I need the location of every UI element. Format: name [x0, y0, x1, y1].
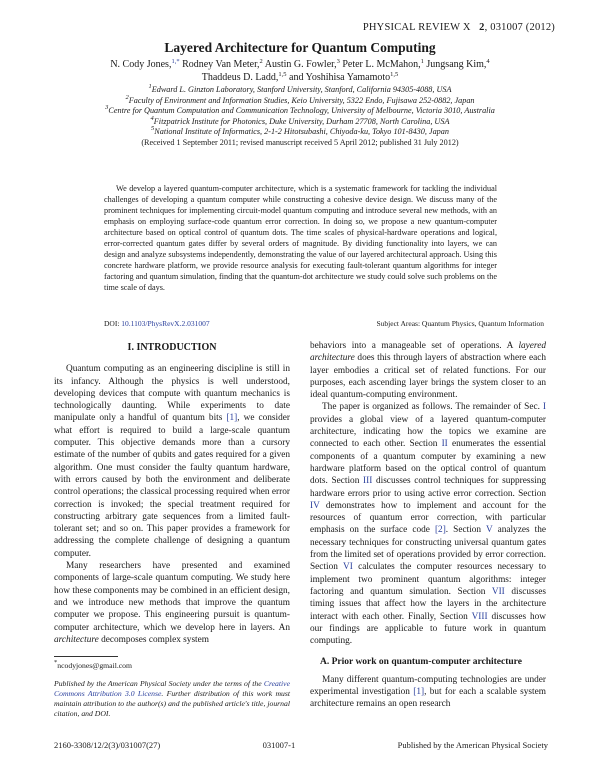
doi-label: DOI: [104, 319, 120, 328]
affiliation [40, 114, 560, 128]
text-run: Many researchers have presented and examined components of large-scale quantum computing. We study here how these components may be combined in an efficient design, and we introduce new methods that improve the quantum computer we propose. This engineering pursuit is quantum-computer architecture, which we develop here in layers. An [54, 561, 290, 633]
affiliation-number: 2 [125, 93, 129, 101]
emphasis: layered architecture [310, 341, 546, 364]
section-link[interactable]: III [363, 476, 373, 487]
received-dates: (Received 1 September 2011; revised manuscript received 5 April 2012; published 31 July 2012) [141, 137, 459, 147]
email-footnote [54, 661, 290, 671]
affiliation [40, 106, 560, 117]
citation-link[interactable]: [1] [413, 687, 425, 698]
right-column [310, 340, 546, 711]
author-name: Rodney Van Meter, [182, 59, 260, 70]
footnote-rule [54, 656, 118, 657]
author-name: N. Cody Jones, [110, 59, 172, 70]
text-run: discusses how our findings are applicable to future work in quantum computing. [310, 611, 547, 647]
text-run: , we consider what effort is required to build a large-scale quantum computer. This objective demands more than a cursory estimate of the number of qubits and gates required for a given algorithm. One must consider the faulty quantum hardware, with errors caused by both the environment and deliberate control operations; the classical processing required when error correction is invoked; the special treatment required for constructing arbitrary gate sequences from a limited fault-tolerant set; and so on. This paper provides a framework for addressing the complete challenge of designing a quantum computer. [54, 413, 291, 559]
text-run: demonstrates how to implement and account for the resources of quantum error correction, with particular emphasis on the surface code [310, 500, 546, 536]
affiliation-text: National Institute of Informatics, 2-1-2 Hitotsubashi, Chiyoda-ku, Tokyo 101-8430, Japan [154, 127, 449, 137]
running-header [0, 22, 555, 33]
emphasis: architecture [54, 634, 99, 645]
doi-link[interactable]: 10.1103/PhysRevX.2.031007 [121, 319, 210, 328]
affiliation-marker: 1 [420, 58, 424, 65]
author-name: Thaddeus D. Ladd, [201, 72, 279, 83]
citation-link[interactable]: [1] [226, 413, 238, 424]
page-number: 031007-1 [262, 740, 296, 750]
text-run: decomposes complex system [98, 634, 210, 645]
affiliation-text: Faculty of Environment and Information Studies, Keio University, 5322 Endo, Fujisawa 252-0882, Japan [128, 95, 475, 105]
text-run: Many different quantum-computing technologies are under experimental investigation [310, 674, 546, 698]
section-link[interactable]: IV [310, 500, 320, 511]
text-run: enumerates the essential components of a quantum computer by examining a new hardware platform based on the optical control of quantum dots. Section [310, 439, 546, 487]
affiliation-marker: 3 [336, 58, 340, 65]
affiliation-list [40, 85, 560, 149]
affiliation-text: Fitzpatrick Institute for Photonics, Duke University, Durham 27708, North Carolina, USA [153, 116, 450, 126]
affiliation-marker: 1,5 [278, 71, 287, 78]
affiliation-number: 3 [105, 104, 109, 112]
text-run: Published by the American Physical Society under the terms of the [54, 679, 264, 688]
paragraph [310, 401, 546, 647]
abstract-text: We develop a layered quantum-computer architecture, which is a systematic framework for tackling the individual challenges of developing a quantum computer while constructing a cohesive device design. We discuss many of the prominent techniques for implementing circuit-model quantum computing and introduce several new methods, with an emphasis on employing surface-code quantum error correction. In doing so, we propose a new quantum-computer architecture based on optical control of quantum dots. The time scales of physical-hardware operations and logical, error-corrected quantum gates differ by several orders of magnitude. By dividing functionality into layers, we can design and analyze subsystems independently, demonstrating the value of our layered architectural approach. Using this concrete hardware platform, we provide resource analysis for executing fault-tolerant quantum algorithms for integer factoring and quantum simulation, finding that the quantum-dot architecture we study could solve such problems on the time scale of days. [104, 184, 497, 292]
publisher-line: Published by the American Physical Society [397, 740, 548, 750]
text-run: . Section [445, 525, 486, 536]
affiliation [40, 127, 560, 138]
affiliation-marker: 1,5 [390, 71, 399, 78]
footnote-marker: * [54, 659, 58, 666]
affiliation-text: Centre for Quantum Computation and Communication Technology, University of Melbourne, Victoria 3010, Australia [108, 106, 495, 116]
paragraph [310, 340, 546, 401]
text-run: The paper is organized as follows. The remainder of Sec. [322, 402, 543, 413]
author-name: Peter L. McMahon, [342, 59, 421, 70]
author-list [60, 58, 540, 84]
text-run: discusses control techniques for suppressing hardware errors prior to using active error correction. Section [310, 476, 546, 499]
author-name: Austin G. Fowler, [264, 59, 337, 70]
section-link[interactable]: VIII [471, 611, 488, 622]
issn-code: 2160-3308/12/2(3)/031007(27) [54, 740, 161, 750]
abstract [104, 183, 497, 293]
text-run: does this through layers of abstraction where each layer embodies a critical set of related functions. For our purposes, each ascending layer brings the system closer to an ideal quantum-computing environment. [310, 353, 546, 401]
license-note [54, 679, 290, 719]
email-address[interactable]: ncodyjones@gmail.com [57, 661, 133, 670]
page-footer [54, 740, 548, 750]
section-link[interactable]: VII [491, 586, 505, 597]
affiliation-number: 1 [148, 83, 152, 90]
conjunction: and [289, 72, 304, 83]
section-heading: I. INTRODUCTION [127, 342, 217, 353]
doi-line [104, 319, 544, 328]
paper-title: Layered Architecture for Quantum Computing [164, 40, 436, 55]
affiliation [40, 93, 560, 107]
affiliation-marker: 2 [259, 58, 263, 65]
author-name: Yoshihisa Yamamoto [305, 72, 391, 83]
footnotes [54, 656, 290, 719]
paragraph [54, 363, 290, 560]
text-run: analyzes the necessary techniques for constructing universal quantum gates from the limited set of operations provided by error correction. Section [310, 525, 546, 573]
paragraph [310, 674, 546, 711]
volume-number: 2 [479, 22, 485, 33]
doi [104, 319, 210, 328]
citation-link[interactable]: [2] [434, 525, 446, 536]
license-link[interactable]: Creative Commons Attribution 3.0 License [54, 679, 290, 698]
section-link[interactable]: VI [343, 562, 353, 573]
article-number: , 031007 (2012) [484, 22, 555, 33]
section-link[interactable]: V [485, 525, 493, 536]
journal-name: PHYSICAL REVIEW X [362, 22, 471, 33]
affiliation-number: 5 [151, 125, 155, 133]
paragraph [54, 560, 290, 646]
affiliation-marker: 4 [486, 58, 490, 65]
author-name: Jungsang Kim, [426, 59, 487, 70]
text-run: calculates the computer resources necessary to implement two prominent quantum algorithms: integer factoring and quantum simulation. Section [310, 562, 547, 597]
subsection-heading: A. Prior work on quantum-computer architecture [320, 657, 522, 668]
affiliation [40, 85, 560, 96]
affiliation-number: 4 [150, 114, 154, 122]
section-link[interactable]: I [542, 402, 546, 413]
text-run: provides a global view of a layered quantum-computer architecture, indicating how the topics we examine are connected to each other. Section [310, 414, 546, 450]
text-run: , but for each a scalable system architecture remains an open research [310, 687, 546, 710]
section-link[interactable]: II [441, 439, 448, 450]
text-run: discusses timing issues that affect how the layers in the architecture interact with each other. Finally, Section [310, 586, 546, 622]
affiliation-marker[interactable]: 1,* [171, 58, 180, 65]
affiliation-text: Edward L. Ginzton Laboratory, Stanford University, Stanford, California 94305-4088, USA [151, 85, 452, 94]
text-run: behaviors into a manageable set of operations. A [310, 341, 519, 351]
text-run: . Further distribution of this work must maintain attribution to the author(s) and the published article's title, journal citation, and DOI. [54, 689, 291, 718]
text-run: Quantum computing as an engineering discipline is still in its infancy. Although the physics is well understood, developing devices that compute with quantum mechanics is technologically daunting. While experiments to date manipulate only a handful of quantum bits [54, 364, 290, 424]
left-column [54, 340, 290, 646]
subject-areas: Subject Areas: Quantum Physics, Quantum Information [376, 319, 544, 328]
